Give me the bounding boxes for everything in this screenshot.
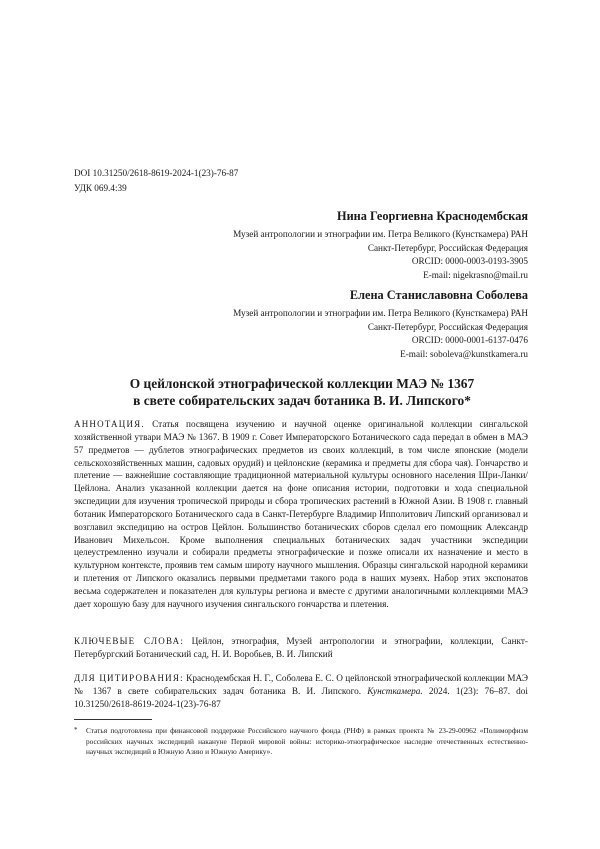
udk-line: УДК 069.4:39 xyxy=(74,182,127,193)
author-email: E-mail: nigekrasno@mail.ru xyxy=(423,269,528,280)
citation-text: Краснодембская Н. Г., Соболева Е. С. О цейлонской этнографической коллекции МАЭ № 1367 в свете собирательских задач ботаника В. И. Липского. xyxy=(74,674,528,697)
title-line-1: О цейлонской этнографической коллекции МАЭ № 1367 xyxy=(129,376,475,391)
author-affiliation: Музей антропологии и этнографии им. Петра Великого (Кунсткамера) РАН xyxy=(233,308,528,318)
author-name: Нина Георгиевна Краснодембская xyxy=(337,209,528,223)
citation-tail: 2024. 1(23): 76–87. doi 10.31250/2618-8619-2024-1(23)-76-87 xyxy=(74,686,528,710)
keywords xyxy=(74,635,528,662)
abstract-text: Статья посвящена изучению и научной оценке оригинальной коллекции сингальской хозяйственной утвари МАЭ № 1367. В 1909 г. Совет Императорского Ботанического сада передал в обмен в МАЭ 57 предметов — дублетов этнографических предметов из своих коллекций, в том числе японские (модели сельскохозяйственных машин, садовых орудий) и цейлонские (керамика и предметы для сбора чая). Гончарство и плетение — важнейшие составляющие традиционной материальной культуры основного населения Шри-Ланки/Цейлона. Анализ указанной коллекции дается на фоне описания истории, подготовки и хода специальной экспедиции для изучения тропической природы и сбора тропических растений в Южной Азии. В 1908 г. главный ботаник Императорского Ботанического сада в Санкт-Петербурге Владимир Ипполитович Липский организовал и возглавил экспедицию на остров Цейлон. Большинство ботанических сборов сделал его помощник Александр Иванович Михельсон. Кроме выполнения специальных ботанических задач участники экспедиции целеустремленно изучали и собирали предметы этнографические и позже описали их назначение и место в культурном контексте, проявив тем самым широту научного мышления. Образцы сингальской народной керамики и плетения от Липского оказались первыми предметами такого рода в наших музеях. Набор этих экспонатов весьма содержателен и показателен для культуры региона и вместе с другими аналогичными коллекциями МАЭ дает хорошую базу для научного изучения сингальского гончарства и плетения. xyxy=(74,420,528,610)
author-name: Елена Станиславовна Соболева xyxy=(349,288,528,302)
author-city: Санкт-Петербург, Российская Федерация xyxy=(367,242,528,253)
author-affiliation: Музей антропологии и этнографии им. Петра Великого (Кунсткамера) РАН xyxy=(233,229,528,239)
footnote-text: Статья подготовлена при финансовой поддержке Российского научного фонда (РНФ) в рамках проекта № 23-29-00962 «Полиморфизм российских научных экспедиций накануне Первой мировой войны: историко-этнографическое наследие отечественных естественно-научных экспедиций в Южную Азию и Южную Америку». xyxy=(86,726,528,757)
footnote xyxy=(74,726,528,758)
abstract xyxy=(74,418,528,612)
article-meta xyxy=(74,166,238,195)
citation-journal: Кунсткамера. xyxy=(367,686,423,697)
author-city: Санкт-Петербург, Российская Федерация xyxy=(367,321,528,332)
author-orcid: ORCID: 0000-0003-0193-3905 xyxy=(411,256,528,267)
keywords-label: КЛЮЧЕВЫЕ СЛОВА: xyxy=(74,636,185,646)
author-orcid: ORCID: 0000-0001-6137-0476 xyxy=(411,335,528,346)
keywords-text: Цейлон, этнография, Музей антропологии и этнографии, коллекции, Санкт-Петербургский Ботанический сад, Н. И. Воробьев, В. И. Липский xyxy=(74,637,529,660)
author-block-2 xyxy=(200,287,528,361)
citation-label: ДЛЯ ЦИТИРОВАНИЯ: xyxy=(74,673,184,683)
doi-line: DOI 10.31250/2618-8619-2024-1(23)-76-87 xyxy=(74,168,239,178)
author-block-1 xyxy=(200,208,528,282)
article-title xyxy=(74,375,530,409)
title-line-2: в свете собирательских задач ботаника В. И. Липского xyxy=(133,393,465,408)
citation xyxy=(74,672,528,712)
footnote-mark: * xyxy=(74,726,78,734)
abstract-label: АННОТАЦИЯ. xyxy=(74,419,145,429)
author-email: E-mail: soboleva@kunstkamera.ru xyxy=(400,348,528,359)
title-footnote-mark: * xyxy=(464,393,471,408)
footnote-divider xyxy=(74,719,152,720)
